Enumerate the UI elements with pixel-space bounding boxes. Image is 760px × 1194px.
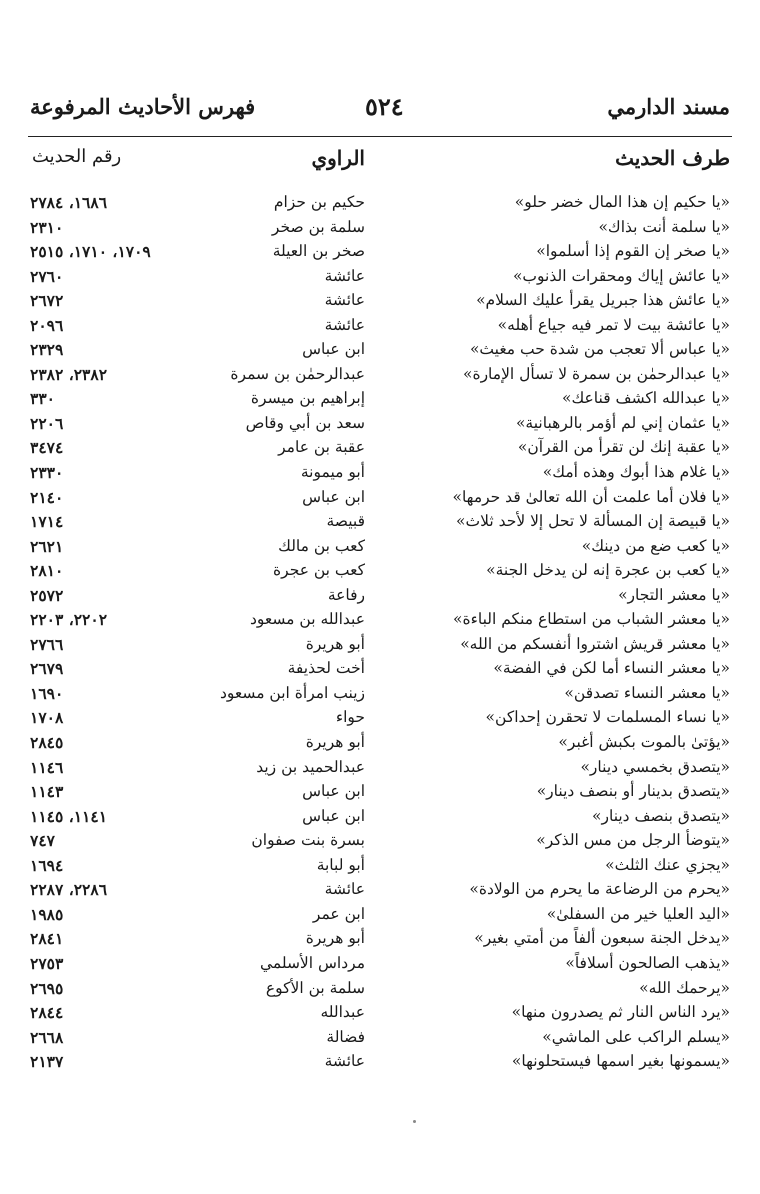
- hadith-opening: «يا سلمة أنت بذاك»: [598, 217, 730, 236]
- hadith-opening: «يا معشر النساء تصدقن»: [564, 683, 730, 702]
- hadith-numbers: ٢١٣٧: [30, 1052, 64, 1072]
- index-entry: [30, 976, 730, 1001]
- index-entry: [30, 460, 730, 485]
- narrator: رفاعة: [327, 585, 365, 604]
- index-entry: [30, 632, 730, 657]
- hadith-opening: «يتصدق بنصف دينار»: [592, 806, 730, 825]
- index-entry: [30, 1049, 730, 1074]
- hadith-opening: «يرد الناس النار ثم يصدرون منها»: [511, 1003, 730, 1022]
- column-headers: [30, 146, 730, 178]
- narrator: عبدالحميد بن زيد: [256, 757, 365, 776]
- index-entry: [30, 583, 730, 608]
- index-entry: [30, 755, 730, 780]
- header-rule: [28, 136, 732, 137]
- hadith-numbers: ٢٢٠٦: [30, 413, 64, 433]
- narrator: سلمة بن صخر: [271, 217, 365, 236]
- hadith-opening: «يا عائش إياك ومحقرات الذنوب»: [512, 266, 730, 285]
- hadith-opening: «يا عبدالرحمٰن بن سمرة لا تسأل الإمارة»: [462, 364, 730, 383]
- narrator: عائشة: [324, 880, 365, 899]
- hadith-numbers: ١١٤٦: [30, 757, 64, 777]
- hadith-opening: «يجزي عنك الثلث»: [605, 855, 730, 874]
- hadith-opening: «يتوضأ الرجل من مس الذكر»: [536, 831, 730, 850]
- index-entry: [30, 804, 730, 829]
- index-entry: [30, 902, 730, 927]
- narrator: عبدالرحمٰن بن سمرة: [230, 364, 365, 383]
- hadith-opening: «يا صخر إن القوم إذا أسلموا»: [536, 242, 730, 261]
- narrator: حكيم بن حزام: [273, 193, 365, 211]
- scan-speck: [413, 1120, 416, 1123]
- narrator: أبو هريرة: [305, 634, 365, 653]
- narrator: زينب امرأة ابن مسعود: [219, 683, 365, 702]
- hadith-opening: «يا عبدالله اكشف قناعك»: [562, 389, 730, 408]
- hadith-opening: «يتصدق بدينار أو بنصف دينار»: [536, 782, 730, 801]
- hadith-numbers: ٢٦٧٢: [30, 291, 64, 311]
- narrator: سلمة بن الأكوع: [265, 978, 365, 997]
- page-number: ٥٢٤: [365, 92, 404, 121]
- hadith-numbers: ٢٨٤٥: [30, 733, 64, 753]
- narrator: عبدالله بن مسعود: [249, 610, 365, 629]
- index-entry: [30, 877, 730, 902]
- narrator: أبو لبابة: [316, 855, 365, 874]
- hadith-opening: «يذهب الصالحون أسلافاً»: [565, 953, 730, 972]
- narrator: ابن عباس: [302, 806, 365, 825]
- narrator: كعب بن عجرة: [273, 561, 365, 580]
- index-entry: [30, 828, 730, 853]
- hadith-numbers: ٢٠٩٦: [30, 315, 64, 335]
- narrator: مرداس الأسلمي: [259, 953, 365, 972]
- index-entry: [30, 779, 730, 804]
- column-header-number: رقم الحديث: [32, 146, 122, 167]
- column-header-narrator: الراوي: [311, 146, 365, 170]
- index-entry: [30, 288, 730, 313]
- narrator: قبيصة: [326, 512, 365, 531]
- index-entry: [30, 1025, 730, 1050]
- hadith-opening: «اليد العليا خير من السفلىٰ»: [546, 904, 730, 923]
- narrator: عائشة: [324, 266, 365, 285]
- hadith-numbers: ١٦٩٤: [30, 855, 64, 875]
- narrator: عقبة بن عامر: [278, 438, 365, 457]
- narrator: صخر بن العيلة: [272, 242, 365, 261]
- narrator: حواء: [335, 708, 365, 727]
- index-entry: [30, 681, 730, 706]
- index-entry: [30, 411, 730, 436]
- narrator: أبو ميمونة: [300, 463, 365, 482]
- index-entry: [30, 313, 730, 338]
- narrator: سعد بن أبي وقاص: [245, 413, 365, 432]
- hadith-numbers: ١١٤١، ١١٤٥: [30, 806, 108, 826]
- running-head: [30, 92, 730, 128]
- index-entry: [30, 705, 730, 730]
- hadith-numbers: ٢١٤٠: [30, 487, 64, 507]
- hadith-opening: «يا عقبة إنك لن تقرأ من القرآن»: [517, 438, 730, 457]
- index-entry: [30, 362, 730, 387]
- hadith-numbers: ٢٦٧٩: [30, 659, 64, 679]
- hadith-opening: «يا عائش هذا جبريل يقرأ عليك السلام»: [476, 291, 730, 310]
- hadith-opening: «يا معشر الشباب من استطاع منكم الباءة»: [452, 610, 730, 629]
- hadith-numbers: ٢٨٤١: [30, 929, 64, 949]
- hadith-numbers: ١١٤٣: [30, 782, 64, 802]
- hadith-numbers: ١٧٠٩، ١٧١٠، ٢٥١٥: [30, 242, 151, 262]
- hadith-numbers: ٢٦٢١: [30, 536, 64, 556]
- hadith-opening: «يا غلام هذا أبوك وهذه أمك»: [542, 463, 730, 482]
- narrator: عائشة: [324, 315, 365, 334]
- hadith-numbers: ١٩٨٥: [30, 904, 64, 924]
- narrator: إبراهيم بن ميسرة: [250, 389, 365, 408]
- narrator: كعب بن مالك: [278, 536, 365, 555]
- index-entry: [30, 435, 730, 460]
- index-entry: [30, 656, 730, 681]
- hadith-numbers: ٣٤٧٤: [30, 438, 64, 458]
- narrator: ابن عباس: [302, 487, 365, 506]
- hadith-opening: «يحرم من الرضاعة ما يحرم من الولادة»: [469, 880, 730, 899]
- hadith-numbers: ٢٥٧٢: [30, 585, 64, 605]
- hadith-opening: «يا حكيم إن هذا المال خضر حلو»: [514, 193, 730, 211]
- hadith-opening: «يسمونها بغير اسمها فيستحلونها»: [511, 1052, 730, 1071]
- hadith-numbers: ٢٣٨٢، ٢٣٨٢: [30, 364, 108, 384]
- narrator: أبو هريرة: [305, 733, 365, 752]
- index-entry: [30, 853, 730, 878]
- narrator: ابن عباس: [302, 782, 365, 801]
- hadith-numbers: ٢٧٦٠: [30, 266, 64, 286]
- hadith-opening: «يتصدق بخمسي دينار»: [580, 757, 730, 776]
- hadith-opening: «يا كعب بن عجرة إنه لن يدخل الجنة»: [486, 561, 730, 580]
- narrator: ابن عباس: [302, 340, 365, 359]
- hadith-numbers: ٢٨١٠: [30, 561, 64, 581]
- narrator: أبو هريرة: [305, 929, 365, 948]
- narrator: ابن عمر: [312, 904, 365, 923]
- index-entry: [30, 951, 730, 976]
- hadith-opening: «يا قبيصة إن المسألة لا تحل إلا لأحد ثلاث»: [456, 512, 730, 531]
- index-entry: [30, 337, 730, 362]
- hadith-numbers: ٢٧٦٦: [30, 634, 64, 654]
- hadith-opening: «يرحمك الله»: [639, 978, 730, 997]
- hadith-index-list: [30, 190, 730, 1074]
- hadith-opening: «يسلم الراكب على الماشي»: [542, 1027, 730, 1046]
- column-header-text: طرف الحديث: [615, 146, 730, 170]
- hadith-numbers: ٢٣١٠: [30, 217, 64, 237]
- hadith-opening: «يؤتىٰ بالموت بكبش أغبر»: [558, 733, 730, 752]
- hadith-opening: «يا نساء المسلمات لا تحقرن إحداكن»: [485, 708, 730, 727]
- hadith-opening: «يا عائشة بيت لا تمر فيه جياع أهله»: [497, 315, 730, 334]
- hadith-numbers: ٢٨٤٤: [30, 1003, 64, 1023]
- narrator: عبدالله: [320, 1003, 365, 1022]
- index-entry: [30, 1000, 730, 1025]
- hadith-numbers: ٢٢٠٢، ٢٢٠٣: [30, 610, 108, 630]
- index-entry: [30, 730, 730, 755]
- hadith-numbers: ٧٤٧: [30, 831, 55, 851]
- narrator: عائشة: [324, 291, 365, 310]
- hadith-opening: «يا كعب ضع من دينك»: [581, 536, 730, 555]
- hadith-numbers: ١٦٨٦، ٢٧٨٤: [30, 193, 108, 212]
- hadith-numbers: ٢٦٦٨: [30, 1027, 64, 1047]
- hadith-opening: «يا فلان أما علمت أن الله تعالىٰ قد حرمها»: [452, 487, 730, 506]
- index-entry: [30, 485, 730, 510]
- hadith-opening: «يا معشر التجار»: [618, 585, 730, 604]
- narrator: بسرة بنت صفوان: [251, 831, 365, 850]
- index-entry: [30, 264, 730, 289]
- hadith-numbers: ١٧٠٨: [30, 708, 64, 728]
- hadith-numbers: ٣٣٠: [30, 389, 55, 409]
- index-entry: [30, 558, 730, 583]
- hadith-opening: «يا معشر قريش اشتروا أنفسكم من الله»: [460, 634, 730, 653]
- hadith-numbers: ٢٣٣٠: [30, 463, 64, 483]
- index-entry: [30, 215, 730, 240]
- narrator: عائشة: [324, 1052, 365, 1071]
- index-entry: [30, 607, 730, 632]
- index-entry: [30, 190, 730, 215]
- hadith-opening: «يا عثمان إني لم أؤمر بالرهبانية»: [515, 413, 730, 432]
- hadith-opening: «يا معشر النساء أما لكن في الفضة»: [493, 659, 730, 678]
- book-title: مسند الدارمي: [607, 94, 730, 119]
- hadith-numbers: ٢٢٨٦، ٢٢٨٧: [30, 880, 108, 900]
- hadith-numbers: ٢٧٥٣: [30, 953, 64, 973]
- narrator: فضالة: [326, 1027, 365, 1046]
- narrator: أخت لحذيفة: [287, 659, 365, 678]
- hadith-numbers: ٢٦٩٥: [30, 978, 64, 998]
- index-entry: [30, 534, 730, 559]
- hadith-numbers: ٢٣٢٩: [30, 340, 64, 360]
- index-entry: [30, 926, 730, 951]
- hadith-opening: «يا عباس ألا تعجب من شدة حب مغيث»: [469, 340, 730, 359]
- section-title: فهرس الأحاديث المرفوعة: [30, 94, 256, 119]
- index-entry: [30, 239, 730, 264]
- index-entry: [30, 386, 730, 411]
- hadith-opening: «يدخل الجنة سبعون ألفاً من أمتي بغير»: [474, 929, 730, 948]
- index-entry: [30, 509, 730, 534]
- hadith-numbers: ١٦٩٠: [30, 683, 64, 703]
- hadith-numbers: ١٧١٤: [30, 512, 64, 532]
